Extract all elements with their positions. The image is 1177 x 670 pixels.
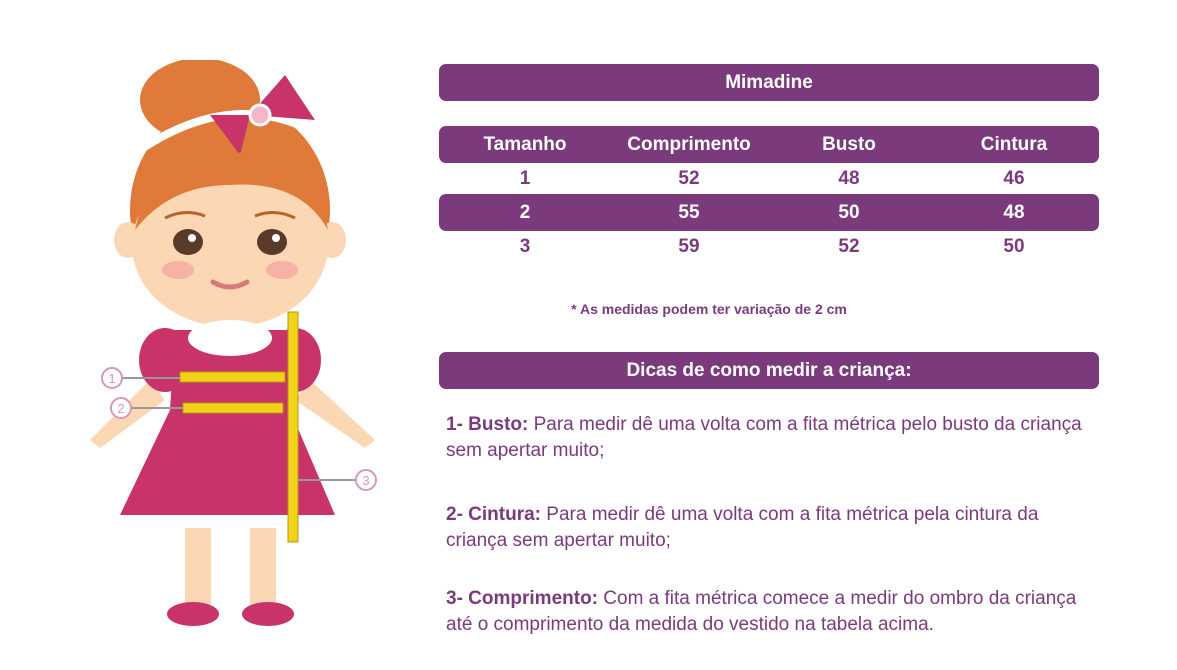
tip-term: 1- Busto: [446, 414, 529, 435]
svg-text:3: 3 [362, 473, 370, 488]
svg-text:1: 1 [108, 371, 116, 386]
table-cell: 52 [678, 167, 700, 189]
dress-skirt [120, 410, 335, 515]
table-cell: 46 [1003, 167, 1025, 189]
tip-text: Para medir dê uma volta com a fita métrica pelo busto da criança sem apertar muito; [446, 414, 1082, 461]
table-cell: 3 [519, 235, 531, 257]
table-cell: 55 [678, 201, 700, 223]
header-comprimento: Comprimento [627, 133, 751, 155]
tape-bust [180, 372, 285, 382]
table-cell: 2 [519, 201, 531, 223]
tip-busto [446, 412, 1086, 464]
tape-waist [183, 403, 283, 413]
table-row [439, 194, 1099, 231]
table-row [439, 228, 1099, 265]
table-cell: 48 [838, 167, 860, 189]
table-cell: 50 [1003, 235, 1025, 257]
child-measurement-illustration [80, 60, 390, 650]
tip-text: Para medir dê uma volta com a fita métrica pela cintura da criança sem apertar muito; [446, 504, 1039, 551]
variation-note: * As medidas podem ter variação de 2 cm [571, 301, 847, 317]
tip-term: 2- Cintura: [446, 504, 541, 525]
header-tamanho: Tamanho [483, 133, 567, 155]
shoe-left [167, 602, 219, 626]
eye-left [173, 229, 203, 255]
eye-right [257, 229, 287, 255]
tip-comprimento [446, 586, 1086, 638]
table-cell: 50 [838, 201, 860, 223]
table-cell: 48 [1003, 201, 1025, 223]
tip-text: Com a fita métrica comece a medir do ombro da criança até o comprimento da medida do vestido na tabela acima. [446, 588, 1077, 635]
brand-title: Mimadine [439, 64, 1099, 101]
table-cell: 52 [838, 235, 860, 257]
arm-right [295, 380, 375, 448]
table-row [439, 160, 1099, 197]
marker-2 [111, 398, 131, 418]
collar [188, 320, 272, 356]
shoe-right [242, 602, 294, 626]
header-busto: Busto [822, 133, 876, 155]
marker-3 [356, 470, 376, 490]
marker-1 [102, 368, 122, 388]
table-cell: 59 [678, 235, 700, 257]
tip-term: 3- Comprimento: [446, 588, 598, 609]
svg-text:2: 2 [117, 401, 125, 416]
tip-cintura [446, 502, 1086, 554]
header-cintura: Cintura [980, 133, 1048, 155]
table-cell: 1 [519, 167, 531, 189]
tape-length [288, 312, 298, 542]
tips-title: Dicas de como medir a criança: [439, 352, 1099, 389]
table-header-row [439, 126, 1099, 163]
